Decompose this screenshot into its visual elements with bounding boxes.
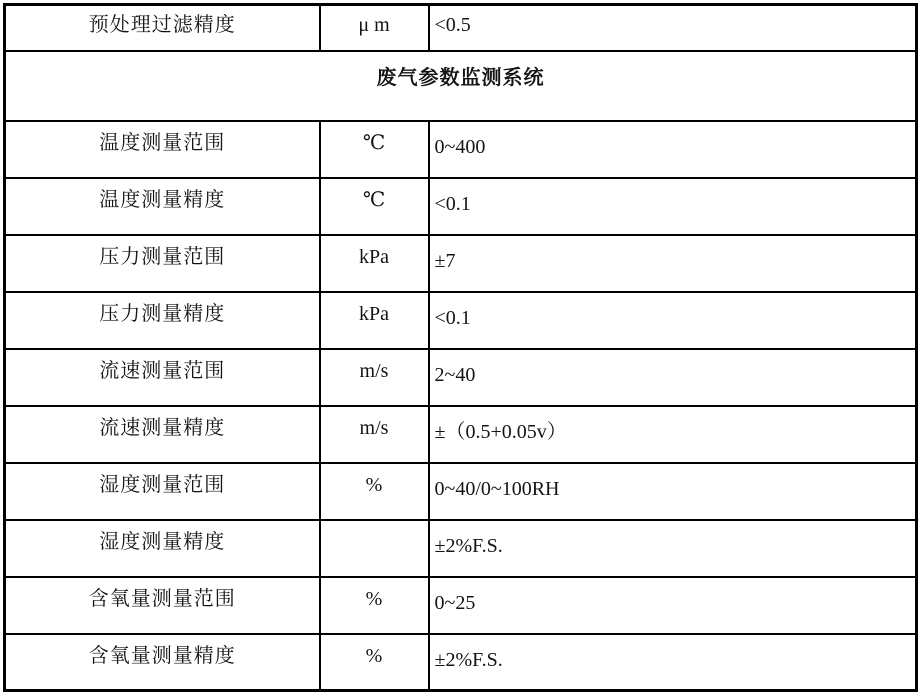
parameter-cell: 含氧量测量精度 [5,634,320,691]
parameter-cell: 湿度测量精度 [5,520,320,577]
parameter-cell: 含氧量测量范围 [5,577,320,634]
value-cell: 0~40/0~100RH [429,463,917,520]
value-cell: <0.1 [429,178,917,235]
table-row [5,634,917,691]
unit-cell: ℃ [320,121,429,178]
value-cell: 2~40 [429,349,917,406]
parameter-cell: 流速测量范围 [5,349,320,406]
unit-cell: % [320,463,429,520]
parameter-cell: 压力测量范围 [5,235,320,292]
section-header-row [5,51,917,121]
table-row [5,406,917,463]
table-row [5,463,917,520]
parameter-cell: 湿度测量范围 [5,463,320,520]
table-row [5,5,917,51]
value-cell: <0.1 [429,292,917,349]
unit-cell: kPa [320,235,429,292]
table-row [5,349,917,406]
unit-cell: ℃ [320,178,429,235]
unit-cell: % [320,634,429,691]
value-cell: 0~400 [429,121,917,178]
parameter-cell: 压力测量精度 [5,292,320,349]
table-row [5,577,917,634]
value-cell: ±2%F.S. [429,520,917,577]
value-cell: 0~25 [429,577,917,634]
table-row [5,121,917,178]
unit-cell: kPa [320,292,429,349]
parameter-cell: 温度测量范围 [5,121,320,178]
spec-table [3,3,918,692]
unit-cell: m/s [320,349,429,406]
table-row [5,520,917,577]
table-row [5,292,917,349]
parameter-cell: 预处理过滤精度 [5,5,320,51]
unit-cell [320,520,429,577]
section-title: 废气参数监测系统 [5,51,917,121]
value-cell: ±2%F.S. [429,634,917,691]
value-cell: ±7 [429,235,917,292]
unit-cell: % [320,577,429,634]
value-cell: <0.5 [429,5,917,51]
unit-cell: μ m [320,5,429,51]
spec-table-body [5,5,917,691]
parameter-cell: 温度测量精度 [5,178,320,235]
table-row [5,235,917,292]
unit-cell: m/s [320,406,429,463]
parameter-cell: 流速测量精度 [5,406,320,463]
table-row [5,178,917,235]
value-cell: ±（0.5+0.05v） [429,406,917,463]
